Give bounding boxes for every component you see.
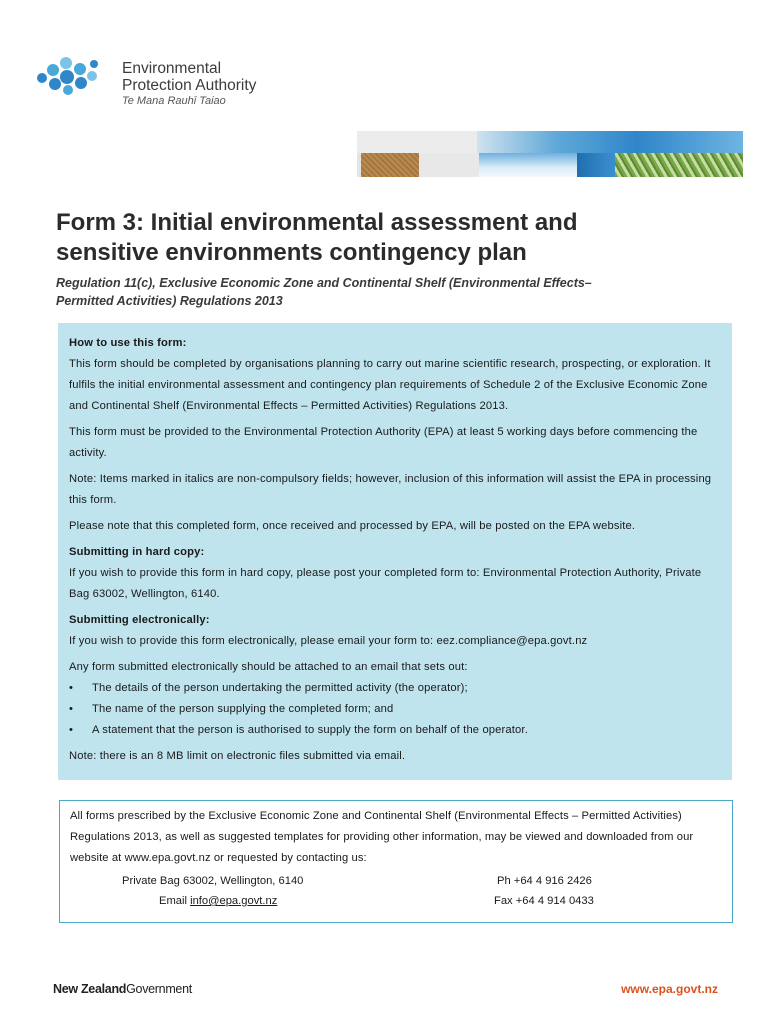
org-name-line1: Environmental — [122, 60, 222, 77]
contact-address: Private Bag 63002, Wellington, 6140 — [122, 875, 304, 887]
banner-sand-image — [361, 153, 419, 177]
instructions-paragraph: This form should be completed by organisations planning to carry out marine scientific research, prospecting, or exploration. It fulfils the initial environmental assessment and contingency plan requirements of Schedule 2 of the Exclusive Economic Zone and Continental Shelf (Environmental Effects – Permitted Activities) Regulations 2013. — [69, 358, 711, 412]
contact-phone: Ph +64 4 916 2426 — [497, 875, 592, 887]
banner-gray-segment — [419, 153, 479, 177]
page-subtitle-line1: Regulation 11(c), Exclusive Economic Zone and Continental Shelf (Environmental Effects– — [56, 276, 592, 290]
hard-copy-heading: Submitting in hard copy: — [69, 546, 205, 558]
page-title — [56, 208, 736, 268]
email-intro: Any form submitted electronically should be attached to an email that sets out: — [69, 661, 468, 673]
org-name-line2: Protection Authority — [122, 77, 257, 94]
list-item: • The name of the person supplying the completed form; and — [69, 699, 721, 720]
publication-note: Please note that this completed form, once received and processed by EPA, will be posted on the EPA website. — [69, 520, 636, 532]
page-subtitle — [56, 274, 736, 310]
contact-fax: Fax +64 4 914 0433 — [494, 895, 594, 907]
how-to-use-heading: How to use this form: — [69, 337, 187, 349]
list-item: • A statement that the person is authorised to supply the form on behalf of the operator. — [69, 720, 721, 741]
banner-fern-image — [615, 153, 743, 177]
nz-government-part1: New Zealand — [53, 982, 127, 996]
nz-government-part2: Government — [126, 982, 192, 996]
deadline-paragraph: This form must be provided to the Environmental Protection Authority (EPA) at least 5 working days before commencing the activity. — [69, 426, 698, 459]
footer-website-link[interactable]: www.epa.govt.nz — [621, 982, 718, 996]
page-subtitle-line2: Permitted Activities) Regulations 2013 — [56, 294, 283, 308]
contact-email-label: Email — [159, 895, 191, 907]
hard-copy-text: If you wish to provide this form in hard copy, please post your completed form to: Environmental Protection Authority, Private Bag 63002, Wellington, 6140. — [69, 567, 702, 600]
banner-strip-bottom — [357, 153, 743, 177]
electronic-heading: Submitting electronically: — [69, 614, 210, 626]
nz-government-logo — [53, 982, 192, 996]
instructions-box — [58, 323, 732, 780]
contact-email-row — [159, 891, 277, 911]
banner-cloud-image — [479, 153, 577, 177]
electronic-text: If you wish to provide this form electronically, please email your form to: eez.compliance@epa.govt.nz — [69, 635, 588, 647]
italics-note: Note: Items marked in italics are non-compulsory fields; however, inclusion of this information will assist the EPA in processing this form. — [69, 473, 712, 506]
org-name — [122, 60, 256, 108]
page-title-line1: Form 3: Initial environmental assessment and — [56, 209, 578, 236]
banner-blue-image — [577, 153, 615, 177]
org-maori-name: Te Mana Rauhī Taiao — [122, 95, 226, 107]
list-item: • The details of the person undertaking the permitted activity (the operator); — [69, 678, 721, 699]
epa-logo-icon — [36, 56, 118, 96]
page-title-line2: sensitive environments contingency plan — [56, 239, 527, 266]
contact-email-link[interactable]: info@epa.govt.nz — [190, 895, 278, 907]
file-size-note: Note: there is an 8 MB limit on electronic files submitted via email. — [69, 750, 406, 762]
email-requirements-list — [69, 678, 721, 741]
contact-intro: All forms prescribed by the Exclusive Economic Zone and Continental Shelf (Environmental Effects – Permitted Activities) Regulations 2013, as well as suggested templates for providing other information, may be viewed and downloaded from our website at www.epa.govt.nz or requested by contacting us: — [70, 810, 694, 864]
contact-box — [59, 800, 733, 923]
banner-strip-top — [357, 131, 743, 153]
banner-sky-image — [477, 131, 743, 153]
